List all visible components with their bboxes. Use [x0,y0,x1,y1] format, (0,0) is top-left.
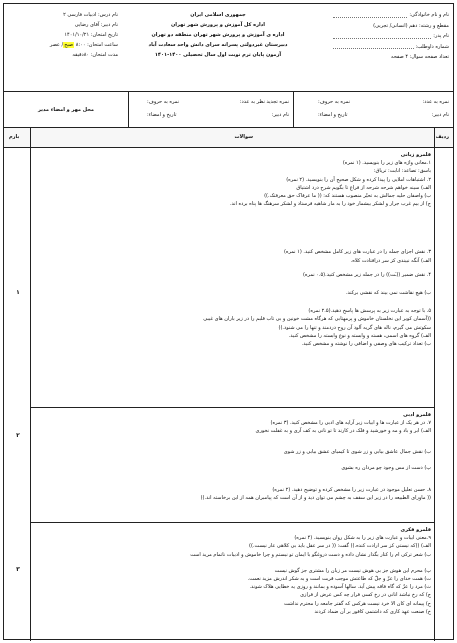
question-line: الف) سینه خواهم شرحه شرحه از فراغ تا بگویم شرح درد اشتیاق [296,184,431,191]
question-line: الف) آنگه نبیندی کز سر درافتادت کلاه. [350,257,431,264]
section-number: ۳ [16,566,20,573]
question-line: الف) ابر و باد و مه و خورشید و فلک در کارند تا تو نانی به کف آری و به غفلت نخوری [255,428,431,435]
question-line: پ) دست از مس وجود چو مردان ره بشوی [341,464,431,471]
lesson-name: نام درس: ادبیات فارسی ۲ [63,12,118,18]
student-info [331,10,449,63]
answer-space [34,208,431,248]
country-title: جمهوری اسلامی ایران [190,12,246,18]
question-line: ت) همت خدای را عزّ و جلّ که طاعتش موجب قربت است و به شکر اندرش مزید نعمت. [247,576,431,583]
question-line: الف) ((که نیستی کز سر ارادت کنده.)) گفت: (( در سر عقل باید بی کلاهی عار نیست.)) [249,543,431,550]
exam-info [8,10,118,60]
question-line: ب) نقش جمال عاشق بیابی و زر شوی تا کیمیای عشق بیابی و زر شوی [283,448,431,455]
questions-header [4,128,453,148]
candidate-number-field [331,42,449,53]
field-label: نام و نام خانوادگی: [409,12,449,18]
question-line: (( ماورای الطبیعه را در زیر این سقف به چشم می توان دید و از آن است که پیامبران همه از این برخاسته اند.)) [200,495,431,502]
grade-field [331,21,449,32]
father-name-field [331,31,449,42]
exam-time: ساعت امتحان: ۸:۰۰ صبح/ عصر [49,42,118,48]
section-title: قلمرو ادبی [403,412,431,418]
row-number-header: ردیف [435,134,449,140]
answer-space [34,559,431,567]
question-line: خ) صنعت عهد کاری که داشتمی کافور بر آن ضماد کردند [314,608,431,615]
section-thought [30,523,435,641]
question-line: الف) گروه های اسمی، هسته و وابسته و نوع وابسته را مشخص کنید. [288,332,431,339]
answer-space [34,297,431,307]
field-label: شماره داوطلب: [415,43,449,50]
question-line: ((آسمان کویر این نخلستان خاموش و پرمهتابی که هرگاه مشت خونین و بی تاب قلبم را در زیر باران های غیبی [203,316,431,323]
question-line: ۸. حسن تعلیل موجود در عبارت زیر را مشخص کرده و توضیح دهید. (۲ نمره) [272,487,431,494]
field-label: مقطع و رشته: دهم (انسانی/ تجربی) [373,22,449,29]
section-title: قلمرو زبانی [400,152,431,158]
school-name: دبیرستان غیردولتی پسرانه سرای دانش واحد سعادت آباد [148,42,288,48]
grading-row [4,92,453,128]
teacher-name: نام دبیر: آقای رضایی [74,22,118,28]
question-line: ۴. نقش ضمیر ((ـَت)) را در جمله زیر مشخص کنید.(۰.۵ نمره) [302,271,431,278]
question-line: ب) واصفان حلیه جمالش به تحیّر منصوب هستند که: (( ما عرفاک حق معرفتک.)) [264,193,431,200]
question-line: ۷. در هر یک از عبارت ها و ابیات زیر آرایه های ادبی را مشخص کنید. (۳ نمره) [270,420,431,427]
question-line: ح) پیمانه ای کان الا خرد نیست هرکس که گفتر جامعه را محترم نداشت [283,600,431,607]
answer-space [34,456,431,464]
student-name-field [331,10,449,21]
question-line: ۲. اشتباهات املایی را پیدا کرده و شکل صحیح آن را بنویسید. (۲ نمره) [286,176,431,183]
section-title: قلمرو فکری [400,527,431,533]
section-number: ۱ [16,289,20,296]
school-title-block [133,10,303,60]
department-title: اداره کل آموزش و پرورش شهر تهران [171,22,265,28]
exam-title: آزمون پایان ترم نوبت اول سال تحصیلی ۱۴۰۰-۱۴۰۱ [154,52,282,58]
question-line: پ) محرم این هوش جز بی هوش نیست مر زبان را مشتری جز گوش نیست [274,567,431,574]
grade-box: نمره به عدد: نمره به حروف: نام دبیر: تاریخ و امضاء: [293,92,453,128]
question-line: سکوتش می گیرم، ناله های گریه آلود آن روح دردمند و تنها را می شنود.)) [278,324,431,331]
regrade-box: نمره تجدید نظر به عدد: نمره به حروف: نام دبیر: تاریخ و امضاء: [128,92,293,128]
question-line: ب) هیچ نقاشت نمی بیند که نقشی برکند. [345,290,431,297]
section-number: ۲ [16,432,20,439]
questions-header-label: سوالات [234,134,253,140]
section-literary [30,408,435,523]
answer-space [34,472,431,486]
question-line: ب) شعر ترکی ام را کنار بگذار نشان داده و دست دروغگو با ایمان تو نیستم و چرا خاموش و ادبیات ناتمام مرید است [190,551,431,558]
question-line: ث) مرد را عزّ که گاه فاقه پیش آید. سالها آسوده و بمانند و روزی یه خطایی هلاک شوند. [249,584,431,591]
exam-header [4,4,453,92]
column-divider [434,128,435,148]
score-header: بارم [9,134,20,140]
question-line: ج) که رخ نباشد انانی در رخ کسی فرار چه کس عرض از فرازی [300,592,431,599]
district-title: اداره ی آموزش و پرورش شهر تهران منطقه دو تهران [151,32,285,38]
question-line: ۵. با توجه به عبارت زیر به پرسش ها پاسخ دهید.(۲.۵ نمره) [308,308,431,315]
question-line: ۳. نقش اجزای جمله را در عبارت های زیر کامل مشخص کنید. (۱ نمره) [283,249,431,256]
question-line: باسق: تصاعد: انابت: تریاق: [373,168,431,175]
field-label: نام پدر: [433,33,449,39]
exam-duration: مدت امتحان: ۸۰دقیقه [72,52,118,58]
question-line: ب) تعداد ترکیب های وصفی و اضافی را نوشته و مشخص کنید. [301,341,431,348]
page-count-field [331,52,449,63]
principal-seal-box: محل مهر و امضاء مدیر [38,107,94,113]
question-line: ج) از بیم غرب جرار و لشکر بیشمار خود را به مار شاهیه فرستاد و لشکر سرهنگ ها پناه برده اند. [229,201,431,208]
question-line: ۹.معنی ابیات و عبارت های زیر را به شکل روان بنویسید. (۴ نمره) [294,535,431,542]
question-line: ۱.معانی واژه های زیر را بنویسید. (۱ نمره) [342,160,431,167]
answer-space [34,436,431,448]
section-language [30,148,435,408]
time-highlight: صبح [64,42,74,48]
exam-page [3,3,454,640]
field-label: تعداد صفحه سوال: ۴ صفحه [391,54,449,60]
exam-date: تاریخ امتحان: ۱۴۰۱/۱۰/۲۱ [64,32,118,38]
